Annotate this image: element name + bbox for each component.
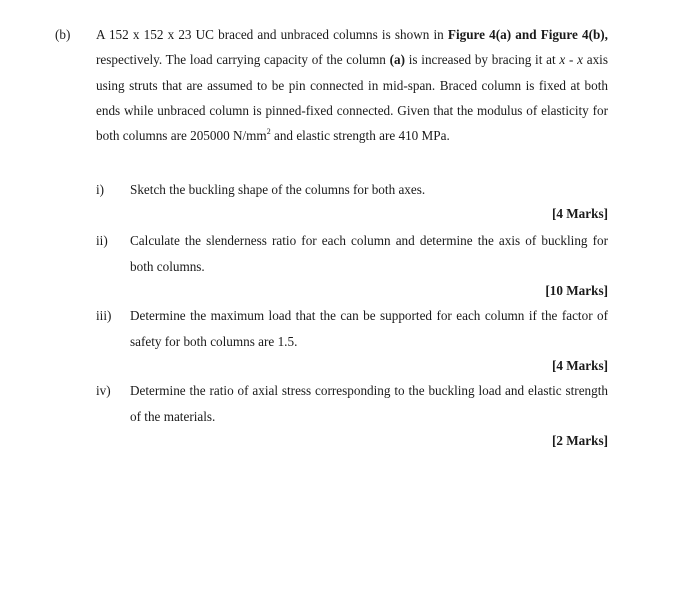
question-text: Determine the maximum load that the can be supported for each column if the factor of safety for both columns are 1.5. [130, 308, 608, 349]
part-label: (b) [55, 27, 71, 42]
marks-label: [2 Marks] [551, 433, 608, 448]
intro-text-3: is increased by bracing it at [405, 52, 560, 68]
marks-label: [4 Marks] [551, 206, 608, 221]
figure-reference: Figure 4(a) and Figure 4(b), [447, 27, 608, 42]
intro-text-1: A 152 x 152 x 23 UC braced and unbraced columns is shown in [96, 27, 448, 42]
marks-label: [10 Marks] [545, 283, 608, 298]
question-number: iii) [96, 308, 112, 323]
question-number: ii) [96, 233, 108, 248]
marks-label: [4 Marks] [551, 358, 608, 373]
intro-text-2: respectively. The load carrying capacity of the column [96, 52, 390, 68]
axis-reference: x - x [559, 52, 583, 68]
question-number: i) [96, 182, 105, 197]
intro-text-4: axis using struts that are assumed to be pin connected in mid-span. Braced column is fixed at both ends while unbraced column is pinned-fixed connected. Given that the modulus of elasticity for both columns are 205000 N/mm [96, 52, 608, 144]
question-number: iv) [96, 383, 111, 398]
column-a-reference: (a) [389, 52, 405, 68]
intro-text-5: and elastic strength are 410 MPa. [270, 128, 450, 144]
intro-paragraph [96, 22, 608, 148]
question-text: Calculate the slenderness ratio for each column and determine the axis of buckling for both columns. [130, 233, 608, 274]
question-text: Determine the ratio of axial stress corresponding to the buckling load and elastic strength of the materials. [130, 383, 608, 424]
superscript: 2 [266, 126, 271, 136]
question-text: Sketch the buckling shape of the columns for both axes. [130, 182, 426, 197]
